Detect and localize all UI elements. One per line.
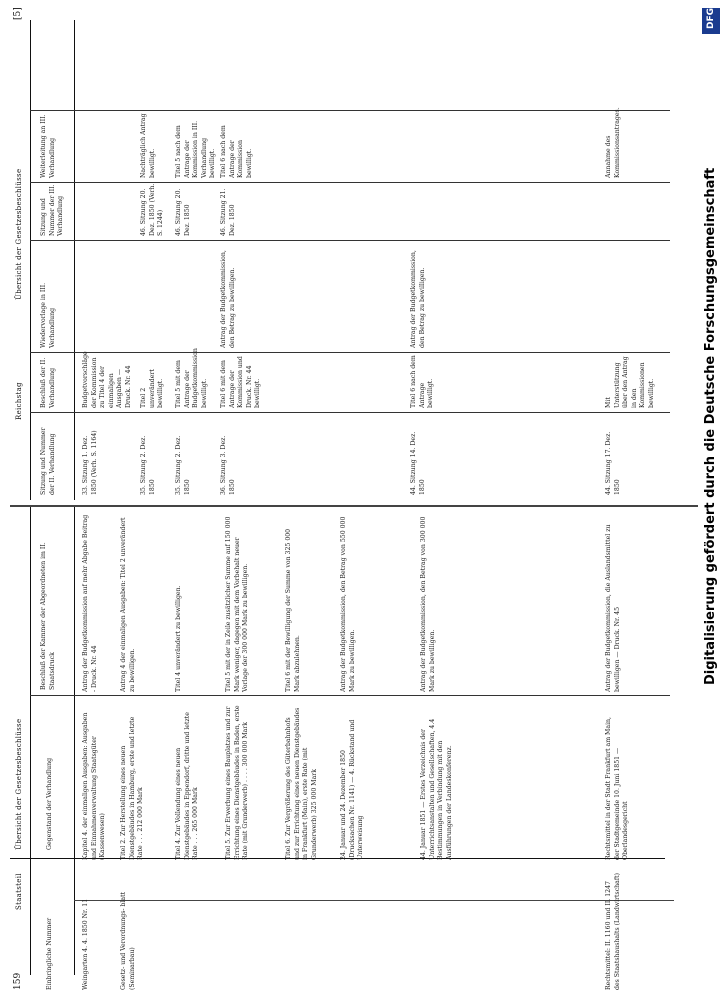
row-resolution: Titel 5 mit der in Zeile zusätzlicher Summe auf 150 000 Mark weniger, dagegen mit dem Vorbehalt neuer Vorlage der 300 000 Mark zu bewilligen. bbox=[225, 516, 250, 692]
dfg-watermark-text: Digitalisierung gefördert durch die Deutsche Forschungsgemeinschaft bbox=[703, 167, 718, 685]
row-subject: Titel 4. Zur Vollendung eines neuen Dienstgebäudes in Eppendorf, dritte und letzte Rate . . . 265 000 Mark bbox=[175, 712, 200, 860]
row-sitting: 33. Sitzung 1. Dez. 1850 (Verh. S. 1164) bbox=[82, 430, 98, 495]
left-header-center: Übersicht der Gesetzesbeschlüsse bbox=[15, 718, 23, 850]
row-resolution: Antrag 4 der einmaligen Ausgaben: Titel 2 unverändert zu bewilligen. bbox=[120, 517, 136, 692]
column-separator bbox=[74, 900, 674, 901]
column-separator bbox=[30, 182, 670, 183]
column-rule bbox=[30, 505, 31, 975]
column-header-resolution: Beschluß der Kammer der Abgeordneten im II. Staatsdruck bbox=[40, 542, 56, 690]
row-resolution: Antrag der Budgetkommission auf mehr Abgabe Beitrag - Druck. Nr. 44 bbox=[82, 514, 98, 692]
column-rule bbox=[30, 20, 31, 500]
row-decision: Titel 5 mit dem Antrage der Budgetkommission bewilligt. bbox=[175, 348, 208, 408]
row-decision: Budgetvorschläge der Kommission zu Titel 4 der einmaligen Ausgaben — Druck. Nr. 44 bbox=[82, 351, 132, 408]
row-third-sitting: 46. Sitzung 21. Dez. 1850 bbox=[220, 188, 236, 236]
row-subject: Kapitel 4. der einmaligen Ausgaben: Ausgaben und Einnahmenverwaltung Staatsgüter (Kassenwesen) bbox=[82, 712, 107, 860]
row-sitting: 44. Sitzung 14. Dez. 1850 bbox=[410, 431, 426, 495]
row-retabled: Antrag der Budgetkommission, den Betrag zu bewilligen. bbox=[410, 250, 426, 348]
row-subject: Titel 2. Zur Herstellung eines neuen Dienstgebäudes in Hamburg, erste und letzte Rate . . . 212 000 Mark bbox=[120, 716, 145, 860]
row-sitting: 44. Sitzung 17. Dez. 1850 bbox=[605, 431, 621, 495]
left-header-left: Staatsteil bbox=[15, 873, 23, 910]
right-page-number: [5] bbox=[13, 7, 23, 20]
column-header-decision: Beschluß der II. Verhandlung bbox=[40, 357, 56, 408]
column-separator bbox=[30, 412, 670, 413]
page-fold bbox=[10, 505, 700, 507]
row-resolution: Antrag der Budgetkommission, die Auslandsmittel zu bewilligen — Druck. Nr. 45 bbox=[605, 524, 621, 692]
row-resolution: Titel 4 unverändert zu bewilligen. bbox=[175, 585, 182, 692]
column-rule bbox=[74, 505, 75, 975]
row-forward: Nachträglich Antrag bewilligt. bbox=[140, 113, 156, 178]
column-header-sitting: Sitzung und Nummer der II. Verhandlung bbox=[40, 427, 56, 495]
column-rule bbox=[74, 20, 75, 500]
right-header-left: Reichstag bbox=[15, 382, 23, 420]
row-decision: Mit Unterstützung über den Antrag in den Kommissionen bewilligt. bbox=[605, 356, 655, 408]
row-subject: Titel 5. Zur Erwerbung eines Bauplatzes und zur Errichtung eines Dienstgebäudes in Baden, erste Rate (mit Grunderwerb) . . . . 300 000 Mark bbox=[225, 705, 250, 860]
column-header-third-sitting: Sitzung und Nummer der III. Verhandlung bbox=[40, 184, 65, 236]
row-subject: Rechtsmittel in der Stadt Frankfurt am Main, der Stadtgemeinde 10. Juni 1851 — Oberlandesgericht bbox=[605, 716, 630, 860]
row-forward: Annahme des Kommissionsantrages. bbox=[605, 107, 621, 178]
row-resolution: Titel 6 mit der Bewilligung der Summe von 325 000 Mark abzulehnen. bbox=[285, 528, 301, 692]
row-subject: 44. Januar 1851 — Erstes Verzeichnis der Unterrichtsanstalten und Gesellschaften, 4.4 Bestimmungen in Verbindung mit den Ausführungen der Landeskonferenz. bbox=[420, 718, 453, 860]
row-forward: Titel 6 nach dem Antrage der Kommission bewilligt. bbox=[220, 125, 253, 178]
column-header-subject: Gegenstand der Verhandlung bbox=[46, 757, 53, 850]
row-number: Weingarten 4. 4. 1850 Nr. 11 bbox=[82, 898, 89, 990]
column-separator bbox=[30, 240, 670, 241]
column-separator bbox=[30, 110, 670, 111]
column-header-retabled: Wiedervorlage in III. Verhandlung bbox=[40, 282, 56, 348]
left-page-number: 159 bbox=[13, 972, 23, 990]
column-header-forward: Weiterleitung an III. Verhandlung bbox=[40, 114, 56, 178]
row-decision: Titel 2 unverändert bewilligt. bbox=[140, 369, 165, 408]
row-decision: Titel 6 nach dem Antrage bewilligt. bbox=[410, 355, 435, 408]
row-number: Gesetz- und Verordnungs- blatt (Seminarbau) bbox=[120, 891, 136, 990]
dfg-logo: DFG bbox=[702, 8, 720, 34]
column-header-number: Einbringliche Nummer bbox=[46, 917, 53, 990]
row-third-sitting: 46. Sitzung 20. Dez. 1850 bbox=[175, 188, 191, 236]
row-forward: Titel 5 nach dem Antrage der Kommission in III. Verhandlung bewilligt. bbox=[175, 120, 217, 178]
row-retabled: Antrag der Budgetkommission, den Betrag zu bewilligen. bbox=[220, 250, 236, 348]
row-subject: Titel 6. Zur Vergrößerung des Güterbahnhofs und zur Errichtung eines neuen Dienstgebäudes in Frankfurt (Main), erste Rate (mit Grunderwerb) 325 000 Mark bbox=[285, 707, 318, 860]
row-resolution: Antrag der Budgetkommission, den Betrag von 550 000 Mark zu bewilligen. bbox=[340, 516, 356, 692]
row-sitting: 35. Sitzung 2. Dez. 1850 bbox=[140, 435, 156, 495]
header-rule bbox=[10, 858, 665, 859]
row-sitting: 35. Sitzung 2. Dez. 1850 bbox=[175, 435, 191, 495]
row-subject: 24. Januar und 24. Dezember 1850 (Drucksachen Nr. 1141) — 4. Rückstand und Unterweisung bbox=[340, 719, 365, 860]
row-number: Rechtsmittel: II. 1160 und II. 1247 des Staatshaushalts (Landwirtschaft) bbox=[605, 872, 621, 990]
right-header-center: Übersicht der Gesetzesbeschlüsse bbox=[15, 168, 23, 300]
dfg-watermark-band bbox=[698, 0, 725, 1000]
row-decision: Titel 6 mit dem Antrage der Kommission und Druck. Nr. 44 bewilligt. bbox=[220, 356, 262, 408]
column-separator bbox=[30, 695, 670, 696]
row-sitting: 36. Sitzung 3. Dez. 1850 bbox=[220, 435, 236, 495]
row-third-sitting: 46. Sitzung 20. Dez. 1850 (Verh. S. 1244) bbox=[140, 183, 165, 236]
row-resolution: Antrag der Budgetkommission, den Betrag von 300 000 Mark zu bewilligen. bbox=[420, 516, 436, 692]
